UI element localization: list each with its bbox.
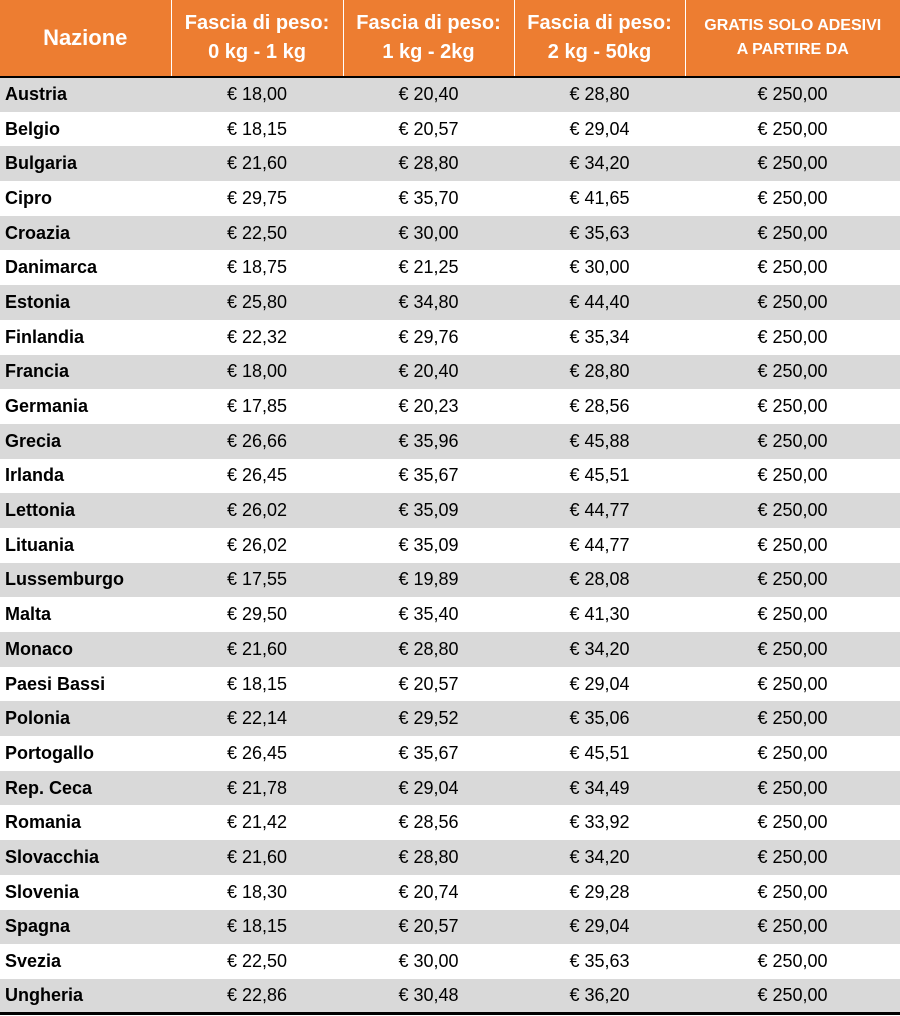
cell-price-0-1kg: € 18,75 [171, 250, 343, 285]
table-row [0, 424, 900, 459]
cell-price-1-2kg: € 28,80 [343, 840, 514, 875]
cell-price-1-2kg: € 28,80 [343, 146, 514, 181]
cell-free-threshold: € 250,00 [685, 944, 900, 979]
cell-free-threshold: € 250,00 [685, 493, 900, 528]
cell-price-0-1kg: € 22,86 [171, 979, 343, 1014]
header-row [0, 0, 900, 77]
cell-price-2-50kg: € 45,51 [514, 736, 685, 771]
cell-price-1-2kg: € 20,57 [343, 910, 514, 945]
header-weight-2-50kg-line2: 2 kg - 50kg [547, 41, 652, 63]
cell-price-1-2kg: € 20,57 [343, 667, 514, 702]
header-weight-0-1kg-line1: Fascia di peso: [184, 12, 330, 34]
cell-nation: Lettonia [0, 493, 171, 528]
cell-nation: Francia [0, 355, 171, 390]
cell-price-0-1kg: € 25,80 [171, 285, 343, 320]
cell-nation: Svezia [0, 944, 171, 979]
table-row [0, 563, 900, 598]
cell-price-2-50kg: € 45,51 [514, 459, 685, 494]
cell-nation: Romania [0, 805, 171, 840]
cell-price-1-2kg: € 20,57 [343, 112, 514, 147]
cell-free-threshold: € 250,00 [685, 424, 900, 459]
cell-free-threshold: € 250,00 [685, 112, 900, 147]
cell-price-1-2kg: € 20,23 [343, 389, 514, 424]
cell-price-0-1kg: € 18,15 [171, 112, 343, 147]
table-row [0, 875, 900, 910]
cell-nation: Polonia [0, 701, 171, 736]
cell-price-2-50kg: € 44,77 [514, 528, 685, 563]
table-row [0, 701, 900, 736]
table-row [0, 459, 900, 494]
cell-price-1-2kg: € 30,00 [343, 216, 514, 251]
cell-free-threshold: € 250,00 [685, 389, 900, 424]
cell-free-threshold: € 250,00 [685, 805, 900, 840]
cell-price-2-50kg: € 35,63 [514, 216, 685, 251]
table-row [0, 216, 900, 251]
table-row [0, 944, 900, 979]
cell-free-threshold: € 250,00 [685, 597, 900, 632]
cell-price-1-2kg: € 20,40 [343, 77, 514, 112]
cell-price-2-50kg: € 34,20 [514, 632, 685, 667]
table-row [0, 355, 900, 390]
header-nation [0, 0, 171, 77]
cell-free-threshold: € 250,00 [685, 355, 900, 390]
header-weight-0-1kg-line2: 0 kg - 1 kg [208, 41, 306, 63]
cell-nation: Portogallo [0, 736, 171, 771]
cell-price-2-50kg: € 29,28 [514, 875, 685, 910]
table-row [0, 181, 900, 216]
cell-price-1-2kg: € 34,80 [343, 285, 514, 320]
cell-price-1-2kg: € 35,67 [343, 459, 514, 494]
cell-free-threshold: € 250,00 [685, 632, 900, 667]
table-row [0, 597, 900, 632]
cell-price-2-50kg: € 28,56 [514, 389, 685, 424]
cell-price-0-1kg: € 29,75 [171, 181, 343, 216]
header-free-shipping-line2: A PARTIRE DA [736, 41, 849, 58]
cell-price-2-50kg: € 34,20 [514, 840, 685, 875]
header-free-shipping-line1: GRATIS SOLO ADESIVI [704, 17, 882, 34]
cell-price-2-50kg: € 28,08 [514, 563, 685, 598]
cell-price-0-1kg: € 21,60 [171, 146, 343, 181]
cell-price-1-2kg: € 35,67 [343, 736, 514, 771]
cell-price-0-1kg: € 26,45 [171, 459, 343, 494]
cell-price-2-50kg: € 45,88 [514, 424, 685, 459]
cell-price-1-2kg: € 29,04 [343, 771, 514, 806]
cell-price-1-2kg: € 30,48 [343, 979, 514, 1014]
cell-price-1-2kg: € 35,70 [343, 181, 514, 216]
cell-price-2-50kg: € 29,04 [514, 112, 685, 147]
cell-free-threshold: € 250,00 [685, 667, 900, 702]
cell-price-0-1kg: € 18,00 [171, 77, 343, 112]
table-row [0, 389, 900, 424]
cell-free-threshold: € 250,00 [685, 979, 900, 1014]
cell-price-1-2kg: € 19,89 [343, 563, 514, 598]
cell-price-1-2kg: € 29,76 [343, 320, 514, 355]
cell-price-0-1kg: € 21,42 [171, 805, 343, 840]
cell-price-1-2kg: € 35,09 [343, 528, 514, 563]
table-row [0, 632, 900, 667]
cell-price-0-1kg: € 18,15 [171, 910, 343, 945]
cell-nation: Monaco [0, 632, 171, 667]
cell-nation: Spagna [0, 910, 171, 945]
cell-price-0-1kg: € 26,66 [171, 424, 343, 459]
cell-nation: Finlandia [0, 320, 171, 355]
cell-price-0-1kg: € 18,15 [171, 667, 343, 702]
table-row [0, 250, 900, 285]
table-row [0, 771, 900, 806]
header-weight-0-1kg [171, 0, 343, 77]
header-free-shipping [685, 0, 900, 77]
cell-price-2-50kg: € 35,06 [514, 701, 685, 736]
header-weight-2-50kg [514, 0, 685, 77]
cell-free-threshold: € 250,00 [685, 771, 900, 806]
table-row [0, 528, 900, 563]
cell-nation: Belgio [0, 112, 171, 147]
cell-nation: Germania [0, 389, 171, 424]
cell-free-threshold: € 250,00 [685, 840, 900, 875]
cell-price-2-50kg: € 28,80 [514, 77, 685, 112]
cell-free-threshold: € 250,00 [685, 563, 900, 598]
cell-price-0-1kg: € 22,50 [171, 944, 343, 979]
cell-price-1-2kg: € 20,40 [343, 355, 514, 390]
cell-price-0-1kg: € 26,45 [171, 736, 343, 771]
cell-price-1-2kg: € 35,96 [343, 424, 514, 459]
cell-price-1-2kg: € 35,40 [343, 597, 514, 632]
cell-price-0-1kg: € 21,60 [171, 632, 343, 667]
cell-price-2-50kg: € 34,49 [514, 771, 685, 806]
cell-price-1-2kg: € 21,25 [343, 250, 514, 285]
cell-nation: Ungheria [0, 979, 171, 1014]
cell-price-0-1kg: € 29,50 [171, 597, 343, 632]
cell-free-threshold: € 250,00 [685, 736, 900, 771]
cell-nation: Bulgaria [0, 146, 171, 181]
cell-nation: Rep. Ceca [0, 771, 171, 806]
cell-price-0-1kg: € 26,02 [171, 528, 343, 563]
table-row [0, 910, 900, 945]
table-body [0, 77, 900, 1014]
cell-price-2-50kg: € 29,04 [514, 910, 685, 945]
table-row [0, 736, 900, 771]
cell-price-0-1kg: € 21,60 [171, 840, 343, 875]
table-row [0, 667, 900, 702]
cell-price-1-2kg: € 28,56 [343, 805, 514, 840]
header-nation-label: Nazione [43, 25, 128, 50]
cell-price-1-2kg: € 20,74 [343, 875, 514, 910]
cell-free-threshold: € 250,00 [685, 320, 900, 355]
cell-price-2-50kg: € 35,34 [514, 320, 685, 355]
cell-nation: Austria [0, 77, 171, 112]
cell-price-0-1kg: € 22,50 [171, 216, 343, 251]
cell-price-2-50kg: € 44,77 [514, 493, 685, 528]
cell-price-2-50kg: € 30,00 [514, 250, 685, 285]
cell-price-0-1kg: € 21,78 [171, 771, 343, 806]
cell-nation: Grecia [0, 424, 171, 459]
cell-price-0-1kg: € 17,85 [171, 389, 343, 424]
cell-nation: Slovenia [0, 875, 171, 910]
table-row [0, 840, 900, 875]
cell-free-threshold: € 250,00 [685, 216, 900, 251]
table-row [0, 285, 900, 320]
table-row [0, 805, 900, 840]
table-row [0, 979, 900, 1014]
table-row [0, 320, 900, 355]
table-header [0, 0, 900, 77]
cell-price-2-50kg: € 34,20 [514, 146, 685, 181]
cell-price-0-1kg: € 17,55 [171, 563, 343, 598]
table-row [0, 112, 900, 147]
header-weight-1-2kg-line2: 1 kg - 2kg [382, 41, 475, 63]
cell-nation: Paesi Bassi [0, 667, 171, 702]
cell-nation: Lussemburgo [0, 563, 171, 598]
cell-free-threshold: € 250,00 [685, 181, 900, 216]
cell-price-1-2kg: € 30,00 [343, 944, 514, 979]
table-row [0, 493, 900, 528]
cell-nation: Slovacchia [0, 840, 171, 875]
cell-free-threshold: € 250,00 [685, 77, 900, 112]
cell-price-2-50kg: € 29,04 [514, 667, 685, 702]
cell-free-threshold: € 250,00 [685, 250, 900, 285]
header-weight-1-2kg [343, 0, 514, 77]
cell-price-2-50kg: € 41,65 [514, 181, 685, 216]
cell-price-0-1kg: € 18,30 [171, 875, 343, 910]
cell-price-2-50kg: € 41,30 [514, 597, 685, 632]
cell-nation: Malta [0, 597, 171, 632]
cell-nation: Danimarca [0, 250, 171, 285]
cell-price-0-1kg: € 18,00 [171, 355, 343, 390]
cell-free-threshold: € 250,00 [685, 146, 900, 181]
header-weight-1-2kg-line1: Fascia di peso: [356, 12, 501, 34]
cell-price-0-1kg: € 22,14 [171, 701, 343, 736]
cell-nation: Cipro [0, 181, 171, 216]
cell-nation: Estonia [0, 285, 171, 320]
cell-price-0-1kg: € 26,02 [171, 493, 343, 528]
cell-free-threshold: € 250,00 [685, 528, 900, 563]
table-row [0, 146, 900, 181]
cell-free-threshold: € 250,00 [685, 459, 900, 494]
cell-price-2-50kg: € 44,40 [514, 285, 685, 320]
cell-price-0-1kg: € 22,32 [171, 320, 343, 355]
cell-free-threshold: € 250,00 [685, 875, 900, 910]
header-weight-2-50kg-line1: Fascia di peso: [527, 12, 672, 34]
cell-price-2-50kg: € 35,63 [514, 944, 685, 979]
cell-price-1-2kg: € 29,52 [343, 701, 514, 736]
cell-price-2-50kg: € 33,92 [514, 805, 685, 840]
cell-nation: Croazia [0, 216, 171, 251]
cell-free-threshold: € 250,00 [685, 285, 900, 320]
cell-free-threshold: € 250,00 [685, 910, 900, 945]
cell-price-2-50kg: € 36,20 [514, 979, 685, 1014]
cell-nation: Lituania [0, 528, 171, 563]
cell-price-1-2kg: € 28,80 [343, 632, 514, 667]
cell-price-1-2kg: € 35,09 [343, 493, 514, 528]
cell-free-threshold: € 250,00 [685, 701, 900, 736]
cell-nation: Irlanda [0, 459, 171, 494]
cell-price-2-50kg: € 28,80 [514, 355, 685, 390]
table-row [0, 77, 900, 112]
